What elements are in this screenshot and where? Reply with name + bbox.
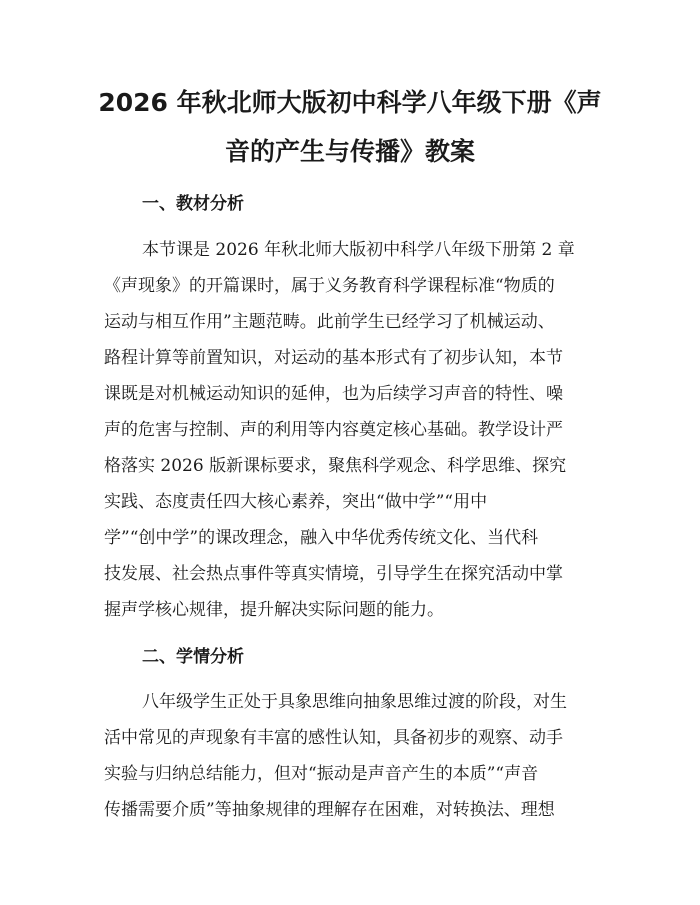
paragraph-line: 握声学核心规律，提升解决实际问题的能力。: [104, 600, 444, 620]
paragraph-line: 实践、态度责任四大核心素养，突出“做中学”“用中: [104, 492, 488, 512]
paragraph-line: 活中常见的声现象有丰富的感性认知，具备初步的观察、动手: [104, 728, 563, 748]
section-heading-student-analysis: 二、学情分析: [142, 647, 244, 667]
paragraph-line: 本节课是 2026 年秋北师大版初中科学八年级下册第 2 章: [142, 240, 575, 260]
paragraph-line: 实验与归纳总结能力，但对“振动是声音产生的本质”“声音: [104, 764, 539, 784]
paragraph-line: 八年级学生正处于具象思维向抽象思维过渡的阶段，对生: [142, 692, 567, 712]
paragraph-line: 运动与相互作用”主题范畴。此前学生已经学习了机械运动、: [104, 312, 555, 332]
paragraph-line: 声的危害与控制、声的利用等内容奠定核心基础。教学设计严: [104, 420, 563, 440]
section-heading-teaching-material: 一、教材分析: [142, 194, 244, 214]
paragraph-line: 技发展、社会热点事件等真实情境，引导学生在探究活动中掌: [104, 564, 563, 584]
paragraph-line: 格落实 2026 版新课标要求，聚焦科学观念、科学思维、探究: [104, 456, 567, 476]
document-title-line-2: 音的产生与传播》教案: [224, 137, 475, 166]
paragraph-line: 学”“创中学”的课改理念，融入中华优秀传统文化、当代科: [104, 528, 539, 548]
paragraph-line: 传播需要介质”等抽象规律的理解存在困难，对转换法、理想: [104, 800, 555, 820]
paragraph-line: 《声现象》的开篇课时，属于义务教育科学课程标准“物质的: [104, 276, 555, 296]
document-title-line-1: 2026 年秋北师大版初中科学八年级下册《声: [98, 88, 602, 117]
paragraph-line: 课既是对机械运动知识的延伸，也为后续学习声音的特性、噪: [104, 384, 563, 404]
paragraph-line: 路程计算等前置知识，对运动的基本形式有了初步认知，本节: [104, 348, 563, 368]
